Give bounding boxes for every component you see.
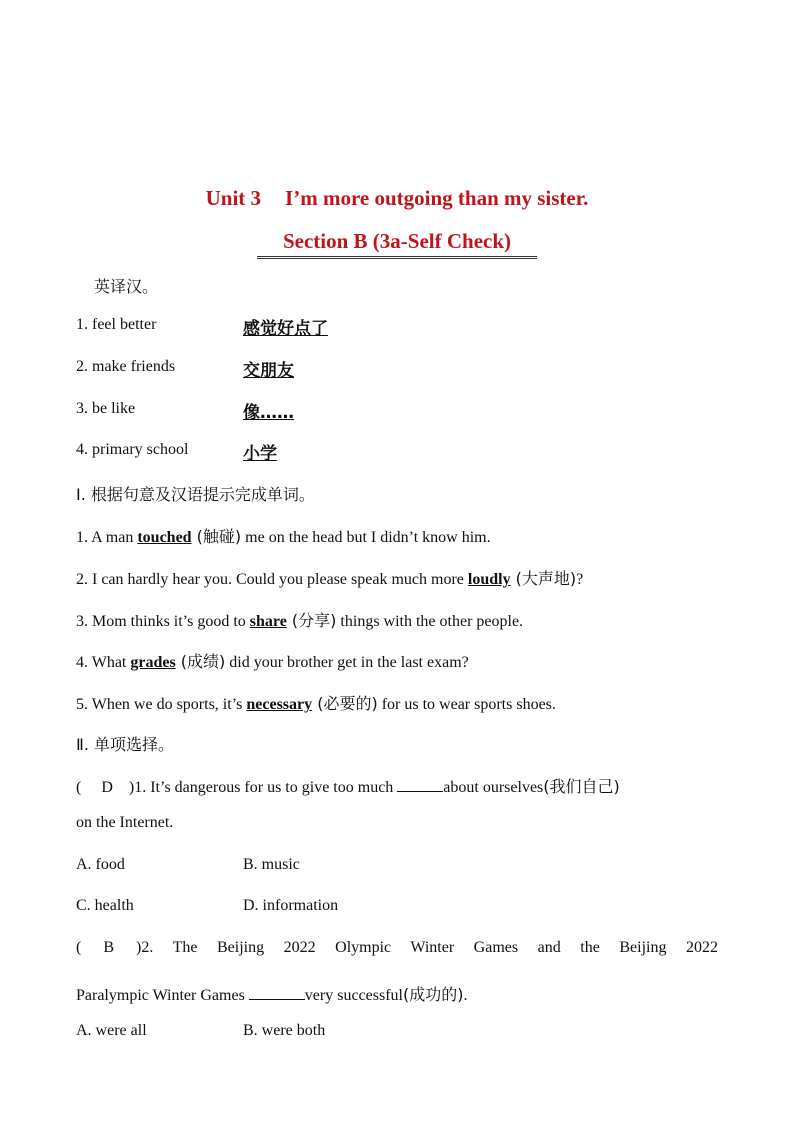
question-continuation: on the Internet. bbox=[76, 814, 174, 831]
option-a: A. food bbox=[76, 856, 125, 873]
phrase-answer: 交朋友 bbox=[243, 361, 294, 381]
instruction-translate: 英译汉。 bbox=[94, 277, 159, 296]
fill-item: 2. I can hardly hear you. Could you please speak much more loudly (大声地)? bbox=[76, 569, 584, 588]
answer-blank bbox=[249, 985, 305, 1000]
option-d: D. information bbox=[243, 897, 339, 914]
phrase-item: 4. primary school bbox=[76, 441, 189, 458]
fill-item: 4. What grades (成绩) did your brother get in the last exam? bbox=[76, 652, 469, 671]
fill-item: 3. Mom thinks it’s good to share (分享) things with the other people. bbox=[76, 611, 524, 630]
answer-letter: B bbox=[103, 939, 114, 956]
option-b: B. music bbox=[243, 856, 300, 873]
choice-question: ( B )2. The Beijing 2022 Olympic Winter Games and the Beijing 2022 bbox=[76, 939, 718, 956]
phrase-item: 3. be like bbox=[76, 400, 136, 417]
phrase-item: 1. feel better bbox=[76, 316, 157, 333]
option-b: B. were both bbox=[243, 1022, 326, 1039]
phrase-answer: 小学 bbox=[243, 444, 277, 464]
option-a: A. were all bbox=[76, 1022, 147, 1039]
phrase-answer: 感觉好点了 bbox=[243, 319, 328, 339]
answer-word: necessary bbox=[246, 696, 313, 713]
page-subtitle bbox=[0, 229, 794, 259]
title-unit: Unit 3 bbox=[205, 186, 262, 210]
title-text: I’m more outgoing than my sister. bbox=[285, 186, 589, 210]
section-heading-2: Ⅱ. 单项选择。 bbox=[76, 735, 175, 754]
subtitle-text: Section B (3a-Self Check) bbox=[257, 229, 537, 259]
answer-word: share bbox=[249, 613, 287, 630]
question-continuation: Paralympic Winter Games very successful(成功的). bbox=[76, 985, 468, 1004]
answer-blank bbox=[397, 777, 443, 792]
phrase-answer: 像…… bbox=[243, 403, 294, 423]
phrase-item: 2. make friends bbox=[76, 358, 176, 375]
answer-word: loudly bbox=[467, 571, 511, 588]
choice-question: ( D )1. It’s dangerous for us to give too much about ourselves(我们自己) bbox=[76, 777, 620, 796]
option-c: C. health bbox=[76, 897, 134, 914]
fill-item: 1. A man touched (触碰) me on the head but I didn’t know him. bbox=[76, 527, 491, 546]
fill-item: 5. When we do sports, it’s necessary (必要的) for us to wear sports shoes. bbox=[76, 694, 556, 713]
answer-letter: D bbox=[101, 779, 113, 796]
page-title bbox=[0, 186, 794, 211]
answer-word: touched bbox=[137, 529, 192, 546]
section-heading-1: Ⅰ. 根据句意及汉语提示完成单词。 bbox=[76, 485, 315, 504]
answer-word: grades bbox=[130, 654, 176, 671]
